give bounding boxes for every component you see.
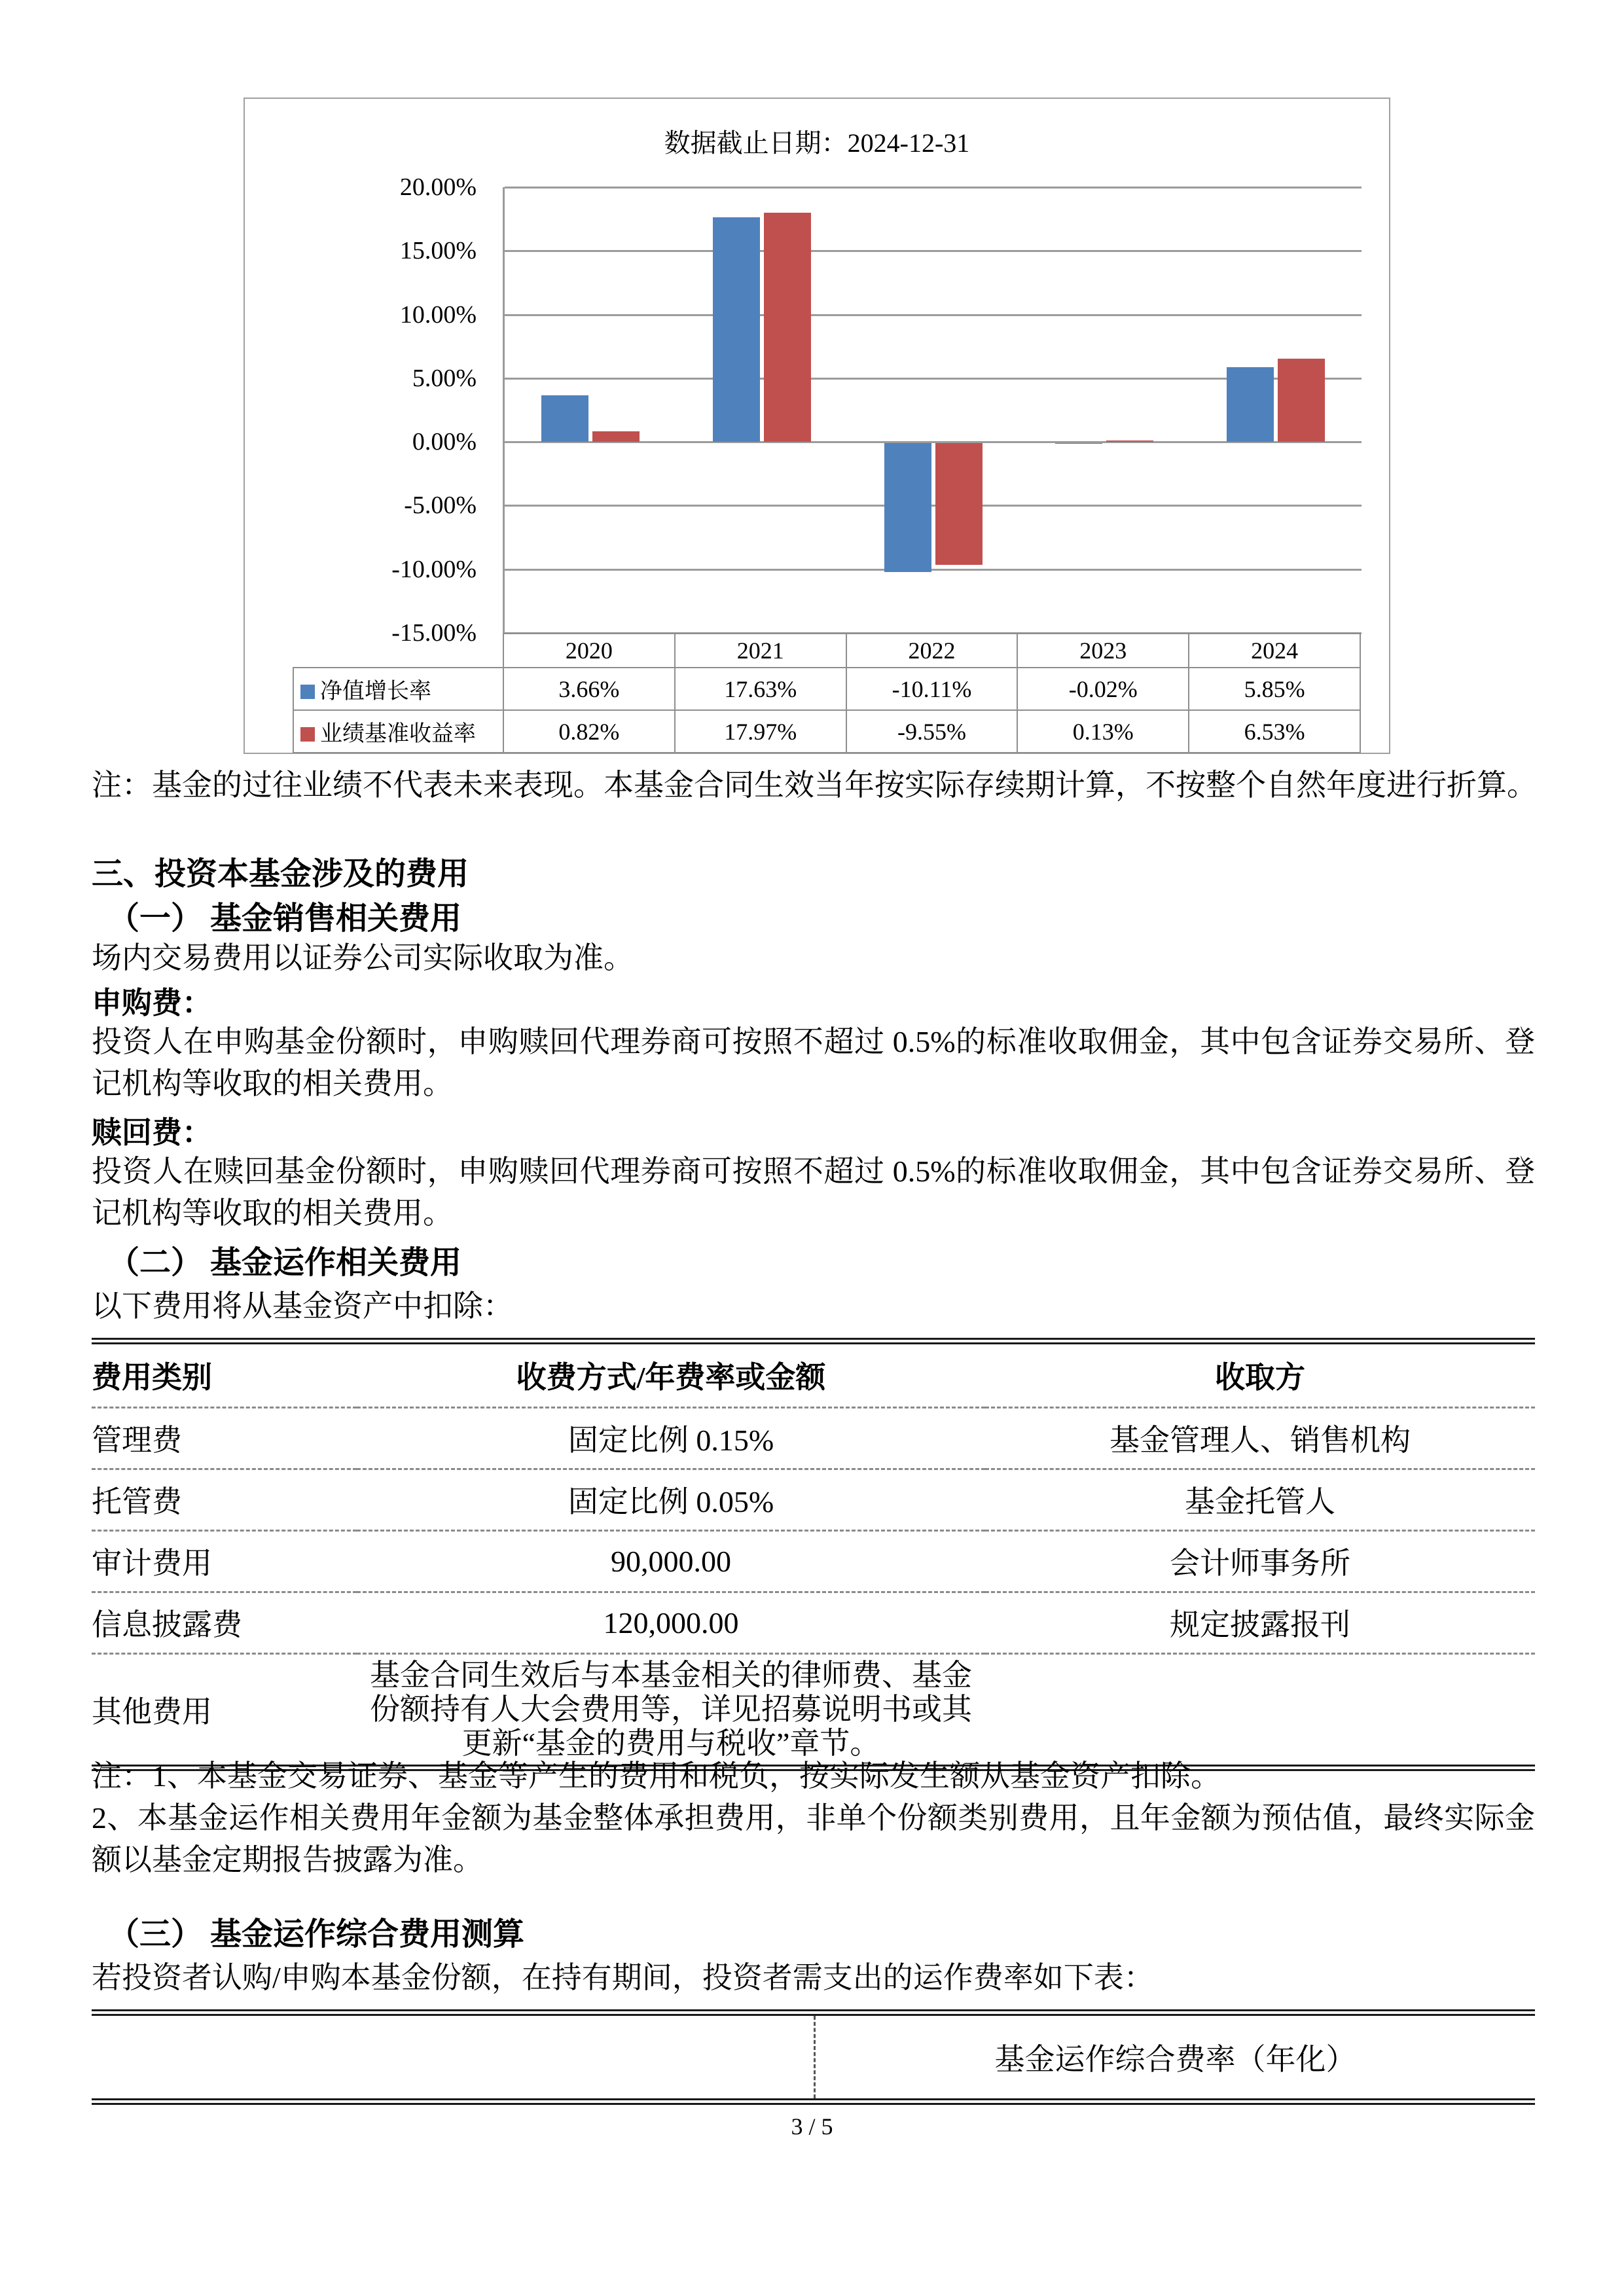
fee-collector xyxy=(985,1653,1535,1765)
series-value: 3.66% xyxy=(503,668,675,710)
year-label: 2022 xyxy=(846,634,1018,668)
bar-业绩基准收益率-2020 xyxy=(592,431,640,442)
table-row xyxy=(92,1407,1535,1469)
bar-净值增长率-2020 xyxy=(541,395,588,442)
chart-data-table xyxy=(293,633,1361,753)
section-3-3-heading: （三） 基金运作综合费用测算 xyxy=(108,1917,525,1952)
bar-净值增长率-2023 xyxy=(1055,443,1102,444)
buy-fee-text: 投资人在申购基金份额时，申购赎回代理券商可按照不超过 0.5%的标准收取佣金，其中包含证券交易所、登记机构等收取的相关费用。 xyxy=(92,1025,1535,1100)
chart-y-axis xyxy=(245,173,503,647)
fee-collector: 基金管理人、销售机构 xyxy=(985,1407,1535,1469)
chart-table-series-row xyxy=(293,668,1360,710)
fee-name: 管理费 xyxy=(92,1407,357,1469)
fee-name: 信息披露费 xyxy=(92,1592,357,1653)
performance-chart xyxy=(244,98,1390,754)
section-3-1-intro: 场内交易费用以证券公司实际收取为准。 xyxy=(92,941,634,975)
y-axis-tick-label: -10.00% xyxy=(391,555,477,583)
fee-table-header-row xyxy=(92,1344,1535,1407)
gridline xyxy=(505,569,1362,571)
legend-series-name: 业绩基准收益率 xyxy=(320,722,476,746)
fee-rate: 120,000.00 xyxy=(357,1592,985,1653)
y-axis-tick-label: 20.00% xyxy=(399,173,477,201)
fee-note-1: 注：1、本基金交易证券、基金等产生的费用和税负，按实际发生额从基金资产扣除。 xyxy=(92,1759,1221,1793)
year-label: 2020 xyxy=(503,634,675,668)
legend-item xyxy=(293,710,503,753)
bar-业绩基准收益率-2023 xyxy=(1106,440,1153,442)
section-3-2-heading: （二） 基金运作相关费用 xyxy=(108,1246,462,1280)
bar-净值增长率-2024 xyxy=(1227,367,1274,442)
table-row xyxy=(92,1469,1535,1530)
rate-table-empty-cell xyxy=(92,2016,814,2098)
year-label: 2023 xyxy=(1017,634,1189,668)
redeem-fee-label: 赎回费： xyxy=(92,1116,212,1149)
chart-title: 数据截止日期：2024-12-31 xyxy=(664,128,970,158)
fee-table-header-category: 费用类别 xyxy=(92,1361,212,1395)
section-3-heading: 三、投资本基金涉及的费用 xyxy=(92,857,469,891)
gridline xyxy=(505,314,1362,316)
gridline xyxy=(505,505,1362,507)
bar-净值增长率-2021 xyxy=(713,217,760,442)
buy-fee-label: 申购费： xyxy=(92,986,212,1020)
table-row xyxy=(92,1530,1535,1592)
fee-collector: 会计师事务所 xyxy=(985,1530,1535,1592)
series-value: 6.53% xyxy=(1189,710,1360,753)
fee-table-header-method: 收费方式/年费率或金额 xyxy=(516,1361,826,1395)
gridline xyxy=(505,187,1362,188)
series-value: 17.97% xyxy=(675,710,846,753)
section-3-2-intro: 以下费用将从基金资产中扣除： xyxy=(92,1289,513,1323)
legend-swatch-icon xyxy=(300,685,315,699)
table-row xyxy=(92,1592,1535,1653)
y-axis-tick-label: 0.00% xyxy=(412,428,477,456)
bar-业绩基准收益率-2024 xyxy=(1278,359,1325,442)
year-label: 2024 xyxy=(1189,634,1360,668)
fee-name: 审计费用 xyxy=(92,1530,357,1592)
chart-plot-area xyxy=(503,187,1362,633)
series-value: -10.11% xyxy=(846,668,1018,710)
section-3-3-intro: 若投资者认购/申购本基金份额，在持有期间，投资者需支出的运作费率如下表： xyxy=(92,1961,1154,1994)
legend-series-name: 净值增长率 xyxy=(320,679,431,704)
series-value: -0.02% xyxy=(1017,668,1189,710)
table-row xyxy=(92,1653,1535,1765)
chart-note: 注：基金的过往业绩不代表未来表现。本基金合同生效当年按实际存续期计算，不按整个自然年度进行折算。 xyxy=(92,768,1537,802)
y-axis-tick-label: -15.00% xyxy=(391,619,477,647)
bar-业绩基准收益率-2021 xyxy=(764,213,811,442)
fee-table-header-collector: 收取方 xyxy=(1215,1361,1305,1395)
fee-note-2: 2、本基金运作相关费用年金额为基金整体承担费用，非单个份额类别费用，且年金额为预估值，最终实际金额以基金定期报告披露为准。 xyxy=(92,1801,1535,1876)
chart-table-series-row xyxy=(293,710,1360,753)
gridline xyxy=(505,250,1362,252)
comprehensive-rate-table xyxy=(92,2009,1535,2105)
legend-item xyxy=(293,668,503,710)
bar-净值增长率-2022 xyxy=(884,443,931,572)
redeem-fee-text: 投资人在赎回基金份额时，申购赎回代理券商可按照不超过 0.5%的标准收取佣金，其中包含证券交易所、登记机构等收取的相关费用。 xyxy=(92,1155,1535,1230)
fee-rate: 固定比例 0.15% xyxy=(357,1407,985,1469)
chart-table-year-row xyxy=(293,634,1360,668)
page-number: 3 / 5 xyxy=(791,2113,833,2140)
series-value: 0.82% xyxy=(503,710,675,753)
series-value: 5.85% xyxy=(1189,668,1360,710)
fee-rate: 90,000.00 xyxy=(357,1530,985,1592)
fee-collector: 规定披露报刊 xyxy=(985,1592,1535,1653)
fee-table xyxy=(92,1338,1535,1771)
fee-name: 其他费用 xyxy=(92,1653,357,1765)
y-axis-tick-label: 10.00% xyxy=(399,300,477,329)
fee-rate: 固定比例 0.05% xyxy=(357,1469,985,1530)
bar-业绩基准收益率-2022 xyxy=(935,443,983,565)
y-axis-tick-label: 15.00% xyxy=(399,237,477,265)
series-value: 17.63% xyxy=(675,668,846,710)
legend-swatch-icon xyxy=(300,727,315,742)
fee-name: 托管费 xyxy=(92,1469,357,1530)
fee-collector: 基金托管人 xyxy=(985,1469,1535,1530)
fee-rate: 基金合同生效后与本基金相关的律师费、基金份额持有人大会费用等，详见招募说明书或其更新“基金的费用与税收”章节。 xyxy=(357,1653,985,1765)
year-label: 2021 xyxy=(675,634,846,668)
series-value: 0.13% xyxy=(1017,710,1189,753)
series-value: -9.55% xyxy=(846,710,1018,753)
chart-table-corner xyxy=(293,634,503,668)
y-axis-tick-label: -5.00% xyxy=(404,492,477,520)
y-axis-tick-label: 5.00% xyxy=(412,364,477,392)
section-3-1-heading: （一） 基金销售相关费用 xyxy=(108,901,462,936)
rate-table-header-cell: 基金运作综合费率（年化） xyxy=(814,2016,1535,2098)
